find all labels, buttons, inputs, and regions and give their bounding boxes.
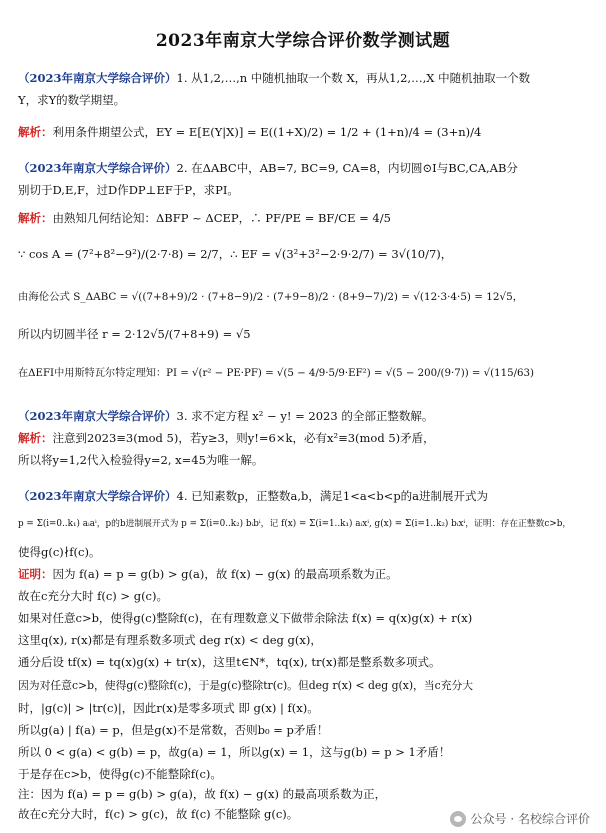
problem-1-tag: （2023年南京大学综合评价） [18, 71, 177, 85]
proof-label: 证明： [18, 567, 53, 581]
problem-4-proof-line-4: 这里q(x), r(x)都是有理系数多项式 deg r(x) < deg g(x)， [18, 633, 322, 647]
problem-4-proof-line-7: 时，|g(c)| > |tr(c)|，因此r(x)是零多项式 即 g(x) | f(x)。 [18, 701, 319, 715]
problem-4-proof-line-5: 通分后设 tf(x) = tq(x)g(x) + tr(x)，这里t∈N*，tq(x), tr(x)都是整系数多项式。 [18, 655, 441, 669]
page-title: 2023年南京大学综合评价数学测试题 [155, 31, 451, 51]
problem-3-tag: （2023年南京大学综合评价） [18, 409, 177, 423]
solution-label: 解析： [18, 211, 53, 225]
watermark-text: 公众号 · 名校综合评价 [470, 812, 590, 826]
problem-4-proof-line-10: 于是存在c>b，使得g(c)不能整除f(c)。 [18, 767, 222, 781]
problem-4-note-line-1: 注：因为 f(a) = p = g(b) > g(a)，故 f(x) − g(x) 的最高项系数为正， [18, 787, 387, 801]
problem-2-solution-line-1: 解析：由熟知几何结论知：ΔBFP ~ ΔCEP，∴ PF/PE = BF/CE = 4/5 [18, 211, 391, 225]
problem-1-statement-line-1: （2023年南京大学综合评价）1. 从1,2,…,n 中随机抽取一个数 X，再从1,2,…,X 中随机抽取一个数 [18, 71, 531, 85]
problem-4-proof-line-1: 证明：因为 f(a) = p = g(b) > g(a)，故 f(x) − g(x) 的最高项系数为正。 [18, 567, 398, 581]
problem-3-statement: （2023年南京大学综合评价）3. 求不定方程 x² − y! = 2023 的全部正整数解。 [18, 409, 434, 423]
wechat-icon [450, 811, 466, 827]
problem-4-tag: （2023年南京大学综合评价） [18, 489, 177, 503]
problem-2-statement-line-1: （2023年南京大学综合评价）2. 在ΔABC中，AB=7, BC=9, CA=8，内切圆⊙I与BC,CA,AB分 [18, 161, 518, 175]
problem-2-solution-line-2: ∵ cos A = (7²+8²−9²)/(2·7·8) = 2/7，∴ EF = √(3²+3²−2·9·2/7) = 3√(10/7)， [18, 247, 453, 261]
problem-4-proof-line-2: 故在c充分大时 f(c) > g(c)。 [18, 589, 168, 603]
problem-4-proof-line-9: 所以 0 < g(a) < g(b) = p，故g(a) = 1，所以g(x) = 1，这与g(b) = p > 1矛盾！ [18, 745, 451, 759]
problem-3-solution-line-2: 所以将y=1,2代入检验得y=2, x=45为唯一解。 [18, 453, 264, 467]
problem-4-proof-line-8: 所以g(a) | f(a) = p，但是g(x)不是常数，否则b₀ = p矛盾！ [18, 723, 329, 737]
problem-2-solution-line-5: 在ΔEFI中用斯特瓦尔特定理知：PI = √(r² − PE·PF) = √(5 − 4/9·5/9·EF²) = √(5 − 200/(9·7)) = √(115/63) [18, 368, 534, 379]
solution-label: 解析： [18, 125, 53, 139]
problem-4-proof-line-3: 如果对任意c>b，使得g(c)整除f(c)，在有理数意义下做带余除法 f(x) = q(x)g(x) + r(x) [18, 611, 473, 625]
watermark [450, 810, 590, 827]
problem-2-solution-line-3: 由海伦公式 S_ΔABC = √((7+8+9)/2 · (7+8−9)/2 · (7+9−8)/2 · (8+9−7)/2) = √(12·3·4·5) = 12√5， [18, 291, 524, 303]
problem-2-statement-line-2: 别切于D,E,F，过D作DP⊥EF于P，求PI。 [18, 183, 239, 197]
problem-1-statement-line-2: Y，求Y的数学期望。 [18, 93, 126, 107]
problem-4-statement-line-1: （2023年南京大学综合评价）4. 已知素数p，正整数a,b，满足1<a<b<p的a进制展开式为 [18, 489, 489, 503]
problem-4-note-line-2: 故在c充分大时，f(c) > g(c)，故 f(c) 不能整除 g(c)。 [18, 807, 299, 821]
problem-4-statement-line-3: 使得g(c)∤f(c)。 [18, 545, 101, 559]
problem-2-solution-line-4: 所以内切圆半径 r = 2·12√5/(7+8+9) = √5 [18, 327, 251, 341]
problem-2-tag: （2023年南京大学综合评价） [18, 161, 177, 175]
problem-4-statement-line-2: p = Σ(i=0..k₁) aᵢaⁱ，p的b进制展开式为 p = Σ(i=0..k₂) bᵢbⁱ，记 f(x) = Σ(i=1..k₁) aᵢxⁱ, g(x) = Σ(i=1..k₂) bᵢxⁱ，证明：存在正整数c>b， [18, 519, 572, 529]
solution-label: 解析： [18, 431, 53, 445]
problem-4-proof-line-6: 因为对任意c>b，使得g(c)整除f(c)，于是g(c)整除tr(c)。但deg r(x) < deg g(x)，当c充分大 [18, 679, 474, 692]
problem-1-solution: 解析：利用条件期望公式，EY = E[E(Y|X)] = E((1+X)/2) = 1/2 + (1+n)/4 = (3+n)/4 [18, 125, 482, 139]
problem-3-solution-line-1: 解析：注意到2023≡3(mod 5)，若y≥3，则y!=6×k，必有x²≡3(mod 5)矛盾， [18, 431, 435, 445]
